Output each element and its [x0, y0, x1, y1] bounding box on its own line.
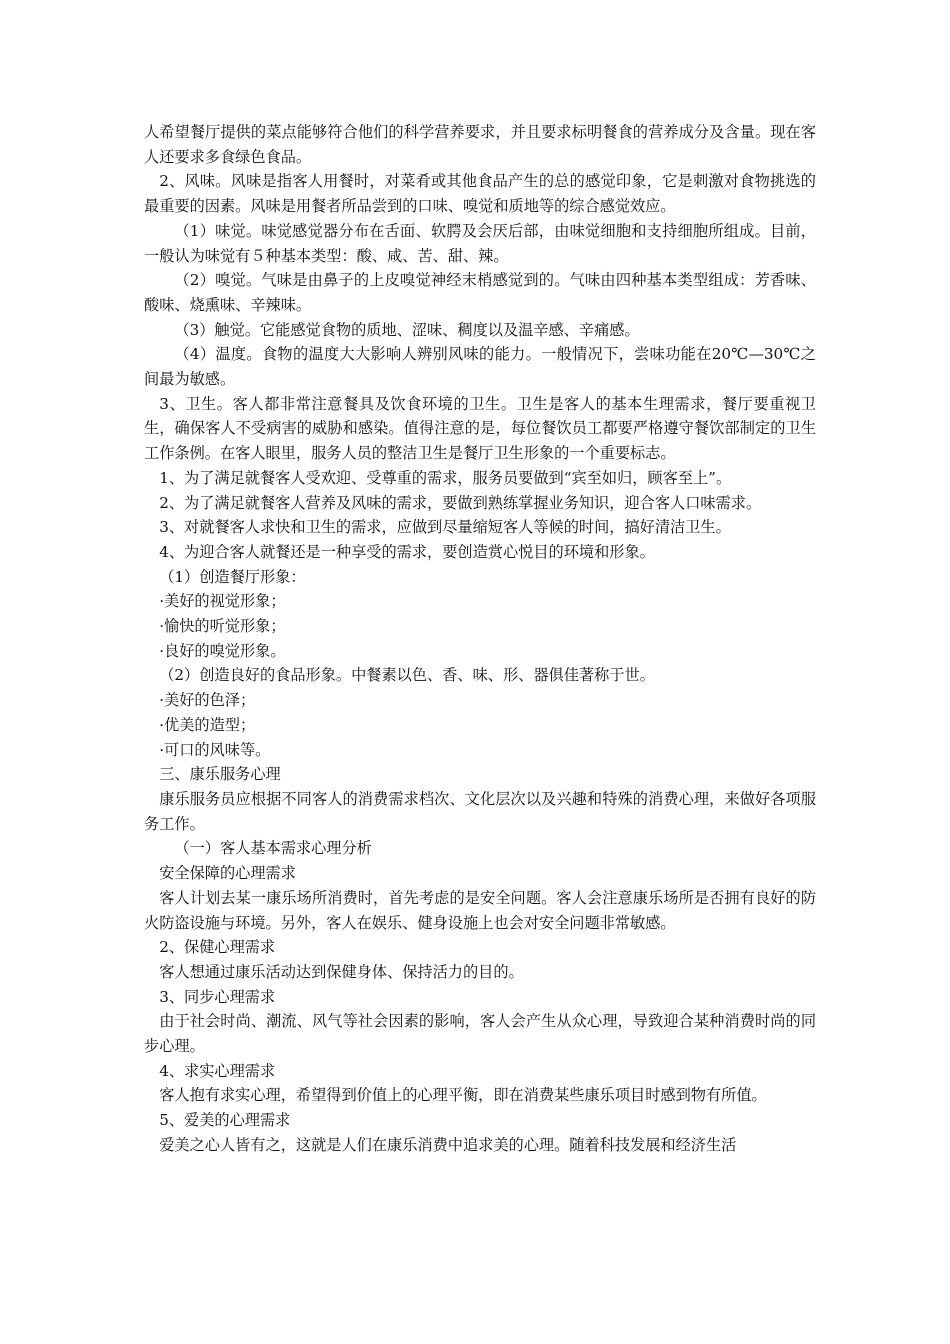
paragraph: 由于社会时尚、潮流、风气等社会因素的影响，客人会产生从众心理，导致迎合某种消费时尚的同步心理。 [144, 1012, 816, 1056]
bullet-item: ·愉快的听觉形象； [159, 617, 286, 636]
paragraph: 客人抱有求实心理，希望得到价值上的心理平衡，即在消费某些康乐项目时感到物有所值。 [159, 1086, 767, 1105]
bullet-item: ·美好的视觉形象； [159, 592, 286, 611]
bullet-item: ·优美的造型； [159, 715, 256, 734]
paragraph: 康乐服务员应根据不同客人的消费需求档次、文化层次以及兴趣和特殊的消费心理，来做好各项服务工作。 [144, 789, 816, 833]
item-heading: 2、保健心理需求 [159, 938, 276, 957]
paragraph: 2、为了满足就餐客人营养及风味的需求，要做到熟练掌握业务知识，迎合客人口味需求。 [159, 493, 762, 512]
paragraph: 人希望餐厅提供的菜点能够符合他们的科学营养要求，并且要求标明餐食的营养成分及含量。现在客人还要求多食绿色食品。 [144, 123, 816, 166]
paragraph: 客人计划去某一康乐场所消费时，首先考虑的是安全问题。客人会注意康乐场所是否拥有良好的防火防盗设施与环境。另外，客人在娱乐、健身设施上也会对安全问题非常敏感。 [144, 888, 816, 932]
paragraph: 爱美之心人皆有之，这就是人们在康乐消费中追求美的心理。随着科技发展和经济生活 [159, 1135, 737, 1154]
list-heading: （2）创造良好的食品形象。中餐素以色、香、味、形、器俱佳著称于世。 [159, 666, 655, 685]
item-heading: 安全保障的心理需求 [159, 864, 296, 883]
item-heading: 4、求实心理需求 [159, 1061, 276, 1080]
paragraph: 4、为迎合客人就餐还是一种享受的需求，要创造赏心悦目的环境和形象。 [159, 542, 655, 561]
item-heading: 5、爱美的心理需求 [159, 1111, 291, 1130]
paragraph: 3、对就餐客人求快和卫生的需求，应做到尽量缩短客人等候的时间，搞好清洁卫生。 [159, 518, 731, 537]
subsection-heading: （一）客人基本需求心理分析 [174, 839, 372, 858]
paragraph: （2）嗅觉。气味是由鼻子的上皮嗅觉神经末梢感觉到的。气味由四种基本类型组成：芳香味、酸味、烧熏味、辛辣味。 [144, 271, 816, 314]
paragraph: 2、风味。风味是指客人用餐时，对菜肴或其他食品产生的总的感觉印象，它是刺激对食物挑选的最重要的因素。风味是用餐者所品尝到的口味、嗅觉和质地等的综合感觉效应。 [144, 172, 816, 216]
item-heading: 3、同步心理需求 [159, 987, 276, 1006]
section-heading: 三、康乐服务心理 [159, 765, 281, 784]
paragraph: （1）味觉。味觉感觉器分布在舌面、软腭及会厌后部，由味觉细胞和支持细胞所组成。目前，一般认为味觉有５种基本类型：酸、咸、苦、甜、辣。 [144, 221, 816, 265]
bullet-item: ·美好的色泽； [159, 691, 256, 710]
list-heading: （1）创造餐厅形象： [159, 567, 306, 586]
paragraph: 3、卫生。客人都非常注意餐具及饮食环境的卫生。卫生是客人的基本生理需求，餐厅要重视卫生，确保客人不受病害的威胁和感染。值得注意的是，每位餐饮员工都要严格遵守餐饮部制定的卫生工作条例。在客人眼里，服务人员的整洁卫生是餐厅卫生形象的一个重要标志。 [144, 394, 816, 463]
paragraph: （4）温度。食物的温度大大影响人辨别风味的能力。一般情况下，尝味功能在20℃—30℃之间最为敏感。 [144, 345, 816, 389]
paragraph: 1、为了满足就餐客人受欢迎、受尊重的需求，服务员要做到“宾至如归，顾客至上”。 [159, 468, 732, 487]
bullet-item: ·良好的嗅觉形象。 [159, 641, 286, 660]
paragraph: （3）触觉。它能感觉食物的质地、涩味、稠度以及温辛感、辛痛感。 [174, 320, 640, 339]
paragraph: 客人想通过康乐活动达到保健身体、保持活力的目的。 [159, 962, 524, 981]
bullet-item: ·可口的风味等。 [159, 740, 271, 759]
document-body [144, 120, 816, 1158]
